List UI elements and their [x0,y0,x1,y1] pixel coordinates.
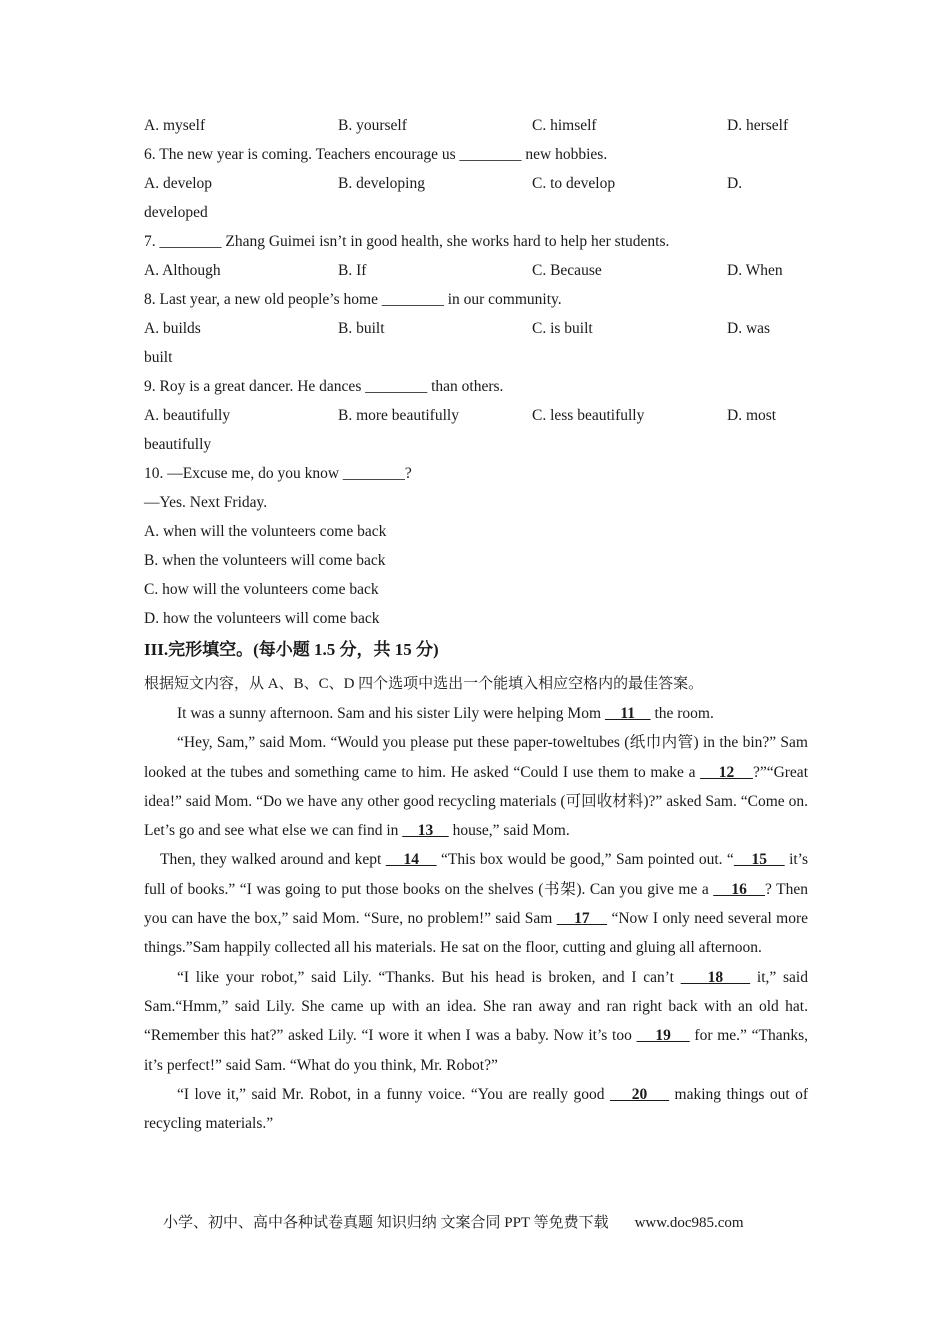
passage-text: “I love it,” said Mr. Robot, in a funny voice. “You are really good [177,1085,610,1103]
q5-option-b: B. yourself [338,117,407,134]
footer-text: 小学、初中、高中各种试卷真题 知识归纳 文案合同 PPT 等免费下载 [163,1215,609,1231]
passage-text: ?”“Great idea!” said Mom. “Do we have any other good recycling materials (可回收材料)?” asked Sam. “Come on. Let’s go and see what else we can find in [144,763,808,840]
passage-paragraph-3 [144,845,808,962]
passage-paragraph-1 [144,699,808,728]
q6-stem: 6. The new year is coming. Teachers encourage us ________ new hobbies. [144,146,608,163]
passage-text: “Hey, Sam,” said Mom. “Would you please put these paper-toweltubes (纸巾内管) in the bin?” Sam looked at the tubes and something came to him. He asked “Could I use them to make a [144,734,808,781]
q10-reply: —Yes. Next Friday. [144,494,268,511]
q6-options [144,174,814,194]
q5-options [144,116,814,136]
blank-17: 17 [556,910,608,928]
q7-option-d: D. When [727,262,783,279]
blank-11: 11 [604,705,651,722]
passage-text: “I like your robot,” said Lily. “Thanks. But his head is broken, and I can’t [177,968,681,986]
q6-option-b: B. developing [338,175,425,192]
cloze-passage [144,699,808,1138]
q9-option-d-wrap: beautifully [144,436,212,453]
q7-options [144,261,814,281]
passage-text: “Now I only need several more things.”Sam happily collected all his materials. He sat on the floor, cutting and gluing all afternoon. [144,910,808,957]
passage-paragraph-2 [144,728,808,845]
section-instruction: 根据短文内容，从 A、B、C、D 四个选项中选出一个能填入相应空格内的最佳答案。 [144,676,704,692]
q10-option-a: A. when will the volunteers come back [144,523,387,540]
passage-text: the room. [650,705,714,722]
passage-text: making things out of recycling materials.” [144,1085,809,1133]
q7-option-b: B. If [338,262,367,279]
q6-option-c: C. to develop [532,175,616,192]
footer-url-link[interactable]: www.doc985.com [634,1215,744,1231]
q8-option-b: B. built [338,320,385,337]
q7-stem: 7. ________ Zhang Guimei isn’t in good health, she works hard to help her students. [144,233,670,250]
passage-text: it,” said Sam.“Hmm,” said Lily. She came up with an idea. She ran away and ran right back with an old hat. “Remember this hat?” asked Lily. “I wore it when I was a baby. Now it’s too [144,968,808,1045]
q8-stem: 8. Last year, a new old people’s home ________ in our community. [144,291,562,308]
q10-option-d: D. how the volunteers will come back [144,610,380,627]
q5-option-d: D. herself [727,117,789,134]
q8-options [144,319,814,339]
q7-option-a: A. Although [144,262,221,279]
passage-paragraph-5 [144,1080,808,1139]
q9-option-b: B. more beautifully [338,407,459,424]
blank-19: 19 [636,1027,690,1045]
q9-options [144,406,814,426]
passage-text: “This box would be good,” Sam pointed out. “ [436,851,734,869]
passage-text: it’s full of books.” “I was going to put those books on the shelves (书架). Can you give me a [144,851,809,898]
passage-text: Then, they walked around and kept [160,851,386,869]
blank-16: 16 [713,880,766,898]
passage-text: house,” said Mom. [448,822,570,840]
passage-text: ? Then you can have the box,” said Mom. “Sure, no problem!” said Sam [144,880,808,928]
passage-text: It was a sunny afternoon. Sam and his sister Lily were helping Mom [177,705,605,722]
q6-option-a: A. develop [144,175,213,192]
passage-paragraph-4 [144,963,808,1080]
blank-18: 18 [680,968,751,986]
q7-option-c: C. Because [532,262,602,279]
q8-option-a: A. builds [144,320,201,337]
q8-option-d-wrap: built [144,349,173,366]
blank-12: 12 [700,763,753,781]
q10-option-b: B. when the volunteers will come back [144,552,386,569]
q9-option-c: C. less beautifully [532,407,645,424]
q8-option-d: D. was [727,320,771,337]
q6-option-d-wrap: developed [144,204,208,221]
blank-14: 14 [385,851,437,869]
q5-option-c: C. himself [532,117,597,134]
q5-option-a: A. myself [144,117,206,134]
section-heading: III.完形填空。(每小题 1.5 分，共 15 分) [144,640,439,659]
page-footer [163,1213,744,1233]
blank-15: 15 [733,851,785,869]
q9-option-a: A. beautifully [144,407,231,424]
q9-option-d: D. most [727,407,777,424]
q10-stem: 10. —Excuse me, do you know ________? [144,465,412,482]
blank-20: 20 [609,1085,670,1103]
blank-13: 13 [402,822,449,840]
q9-stem: 9. Roy is a great dancer. He dances ________ than others. [144,378,504,395]
passage-text: for me.” “Thanks, it’s perfect!” said Sam. “What do you think, Mr. Robot?” [144,1027,808,1074]
q6-option-d: D. [727,175,743,192]
q10-option-c: C. how will the volunteers come back [144,581,379,598]
q8-option-c: C. is built [532,320,593,337]
